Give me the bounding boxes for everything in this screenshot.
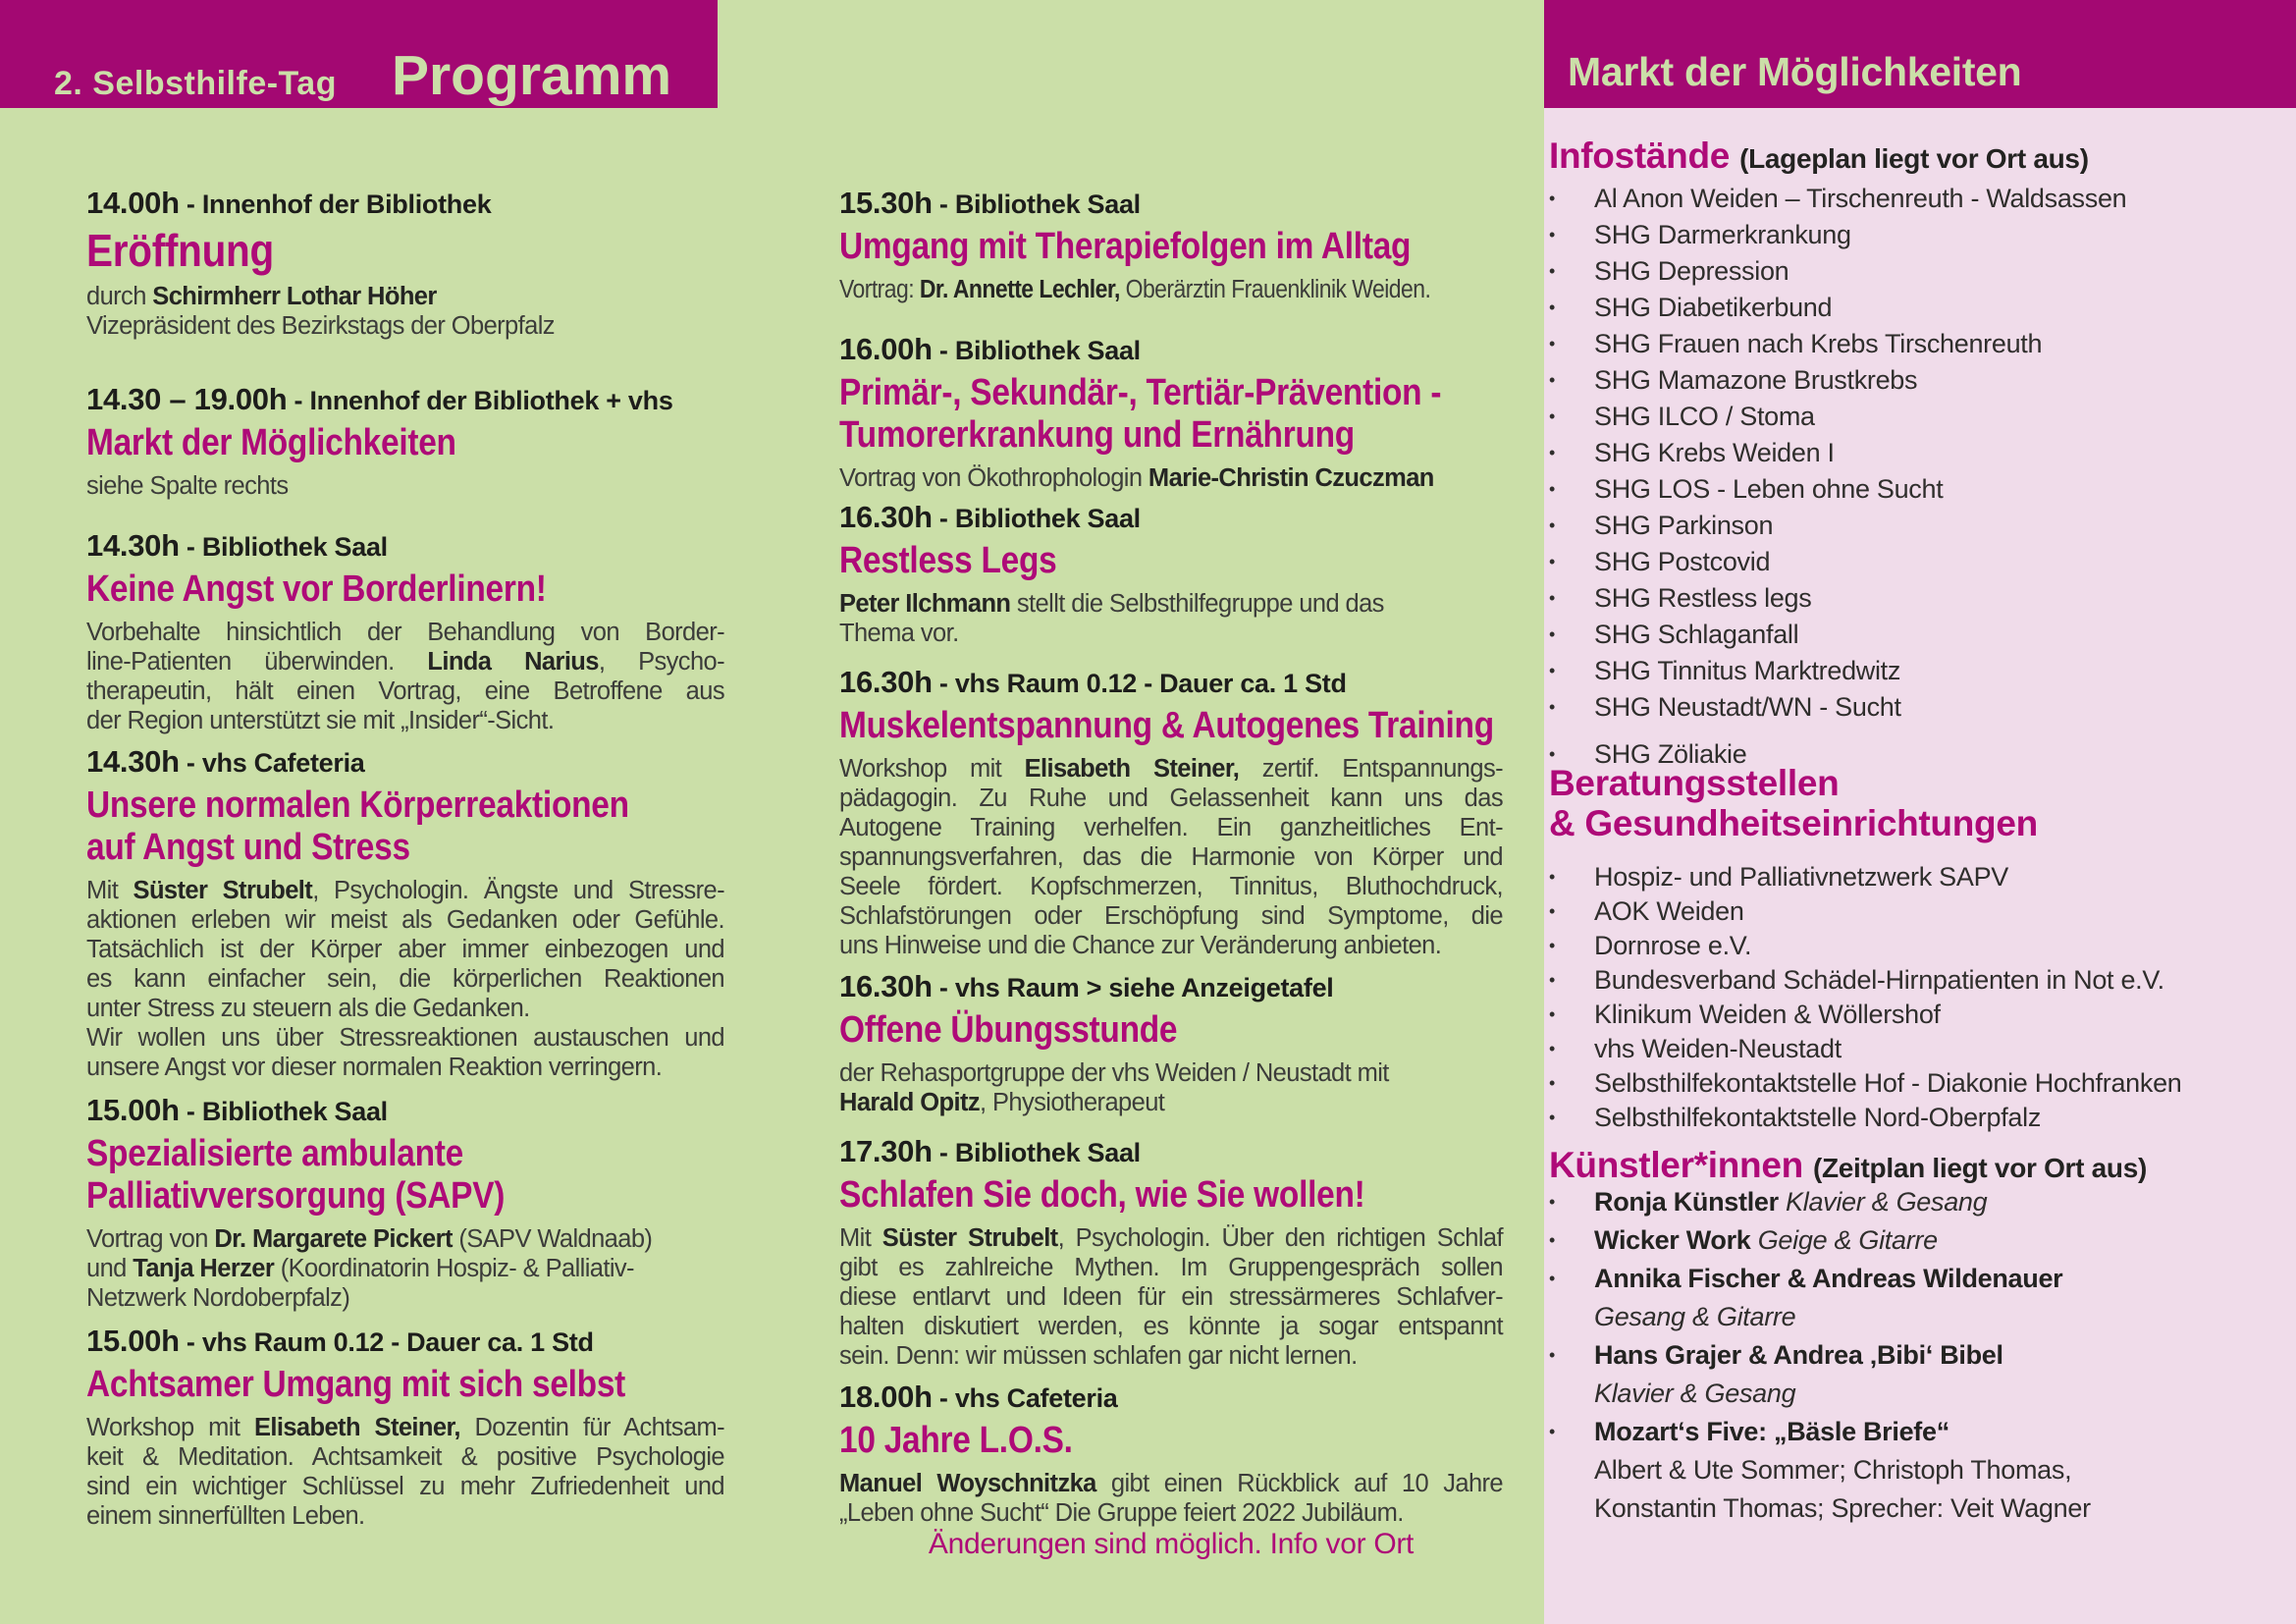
session-time: 17.30h - Bibliothek Saal — [839, 1134, 1141, 1168]
session-text-line: halten diskutiert werden, es könnte ja sogar entspannt — [839, 1313, 1503, 1340]
session-text-line: gibt es zahlreiche Mythen. Im Gruppengespräch sollen — [839, 1254, 1503, 1281]
bullet-icon: • — [1549, 479, 1556, 499]
session-title: Achtsamer Umgang mit sich selbst — [86, 1364, 626, 1405]
session — [86, 183, 724, 341]
session-title: Keine Angst vor Borderlinern! — [86, 568, 547, 610]
session-text-line: Seele fördert. Kopfschmerzen, Tinnitus, Bluthochdruck, — [839, 873, 1503, 900]
kuenstler-list — [1549, 1183, 2290, 1528]
section-heading-beratungsstellen — [1549, 763, 2285, 843]
list-item — [1549, 326, 2290, 362]
session-time: 14.30 – 19.00h - Innenhof der Bibliothek + vhs — [86, 382, 673, 416]
list-item — [1549, 1375, 2290, 1413]
list-item — [1549, 471, 2290, 508]
bullet-icon: • — [1549, 867, 1556, 887]
bullet-icon: • — [1549, 1192, 1556, 1212]
bullet-icon — [1549, 1298, 1594, 1336]
market-banner — [1544, 0, 2296, 108]
list-item — [1549, 362, 2290, 399]
session-text-line: Manuel Woyschnitzka gibt einen Rückblick auf 10 Jahre — [839, 1470, 1504, 1497]
list-item-text: Hospiz- und Palliativnetzwerk SAPV — [1594, 862, 2008, 892]
session-time: 14.30h - vhs Cafeteria — [86, 744, 365, 779]
list-item-text: SHG ILCO / Stoma — [1594, 402, 1815, 431]
session — [839, 183, 1503, 304]
list-item — [1549, 290, 2290, 326]
session-text-line: durch Schirmherr Lothar Höher — [86, 283, 437, 310]
list-item-text: Wicker Work Geige & Gitarre — [1594, 1225, 1938, 1255]
session-text-line: Thema vor. — [839, 620, 959, 647]
session — [839, 1131, 1503, 1371]
bullet-icon: • — [1549, 1269, 1556, 1288]
bullet-icon: • — [1549, 1039, 1556, 1058]
bullet-icon: • — [1549, 225, 1556, 244]
bullet-icon: • — [1549, 515, 1556, 535]
session-text-line: unsere Angst vor dieser normalen Reaktion verringern. — [86, 1054, 663, 1081]
session-text-line: der Rehasportgruppe der vhs Weiden / Neustadt mit — [839, 1059, 1389, 1087]
list-item — [1549, 689, 2290, 726]
session-time: 16.30h - Bibliothek Saal — [839, 500, 1141, 534]
session-title: Restless Legs — [839, 540, 1057, 581]
list-item-text: Klinikum Weiden & Wöllershof — [1594, 1000, 1941, 1029]
session-time: 18.00h - vhs Cafeteria — [839, 1380, 1118, 1414]
list-item-text: Al Anon Weiden – Tirschenreuth - Waldsassen — [1594, 184, 2127, 213]
session-time: 16.30h - vhs Raum > siehe Anzeigetafel — [839, 969, 1334, 1003]
market-title: Markt der Möglichkeiten — [1568, 49, 2022, 94]
session-text-line: unter Stress zu steuern als die Gedanken. — [86, 995, 530, 1022]
list-item-text: SHG Parkinson — [1594, 511, 1774, 540]
list-item-text: Selbsthilfekontaktstelle Nord-Oberpfalz — [1594, 1103, 2042, 1132]
section-title: Künstler*innen — [1549, 1145, 1803, 1185]
list-item-text: Klavier & Gesang — [1594, 1379, 1796, 1408]
session-time: 15.30h - Bibliothek Saal — [839, 186, 1141, 220]
session-title: Markt der Möglichkeiten — [86, 422, 456, 463]
list-item-text: Bundesverband Schädel-Hirnpatienten in Not e.V. — [1594, 965, 2164, 995]
list-item — [1549, 1298, 2290, 1336]
list-item-text: SHG Frauen nach Krebs Tirschenreuth — [1594, 329, 2043, 358]
session-text-line: Peter Ilchmann stellt die Selbsthilfegruppe und das — [839, 590, 1384, 618]
list-item — [1549, 653, 2290, 689]
session-text-line: einem sinnerfüllten Leben. — [86, 1502, 365, 1530]
session-text-line: und Tanja Herzer (Koordinatorin Hospiz- & Palliativ- — [86, 1255, 634, 1282]
session — [86, 1090, 724, 1313]
list-item-text: SHG Darmerkrankung — [1594, 220, 1851, 249]
list-item — [1549, 963, 2290, 998]
list-item — [1549, 1451, 2290, 1489]
session-time: 14.00h - Innenhof der Bibliothek — [86, 186, 492, 220]
list-item — [1549, 1413, 2290, 1451]
session — [839, 329, 1503, 493]
list-item — [1549, 580, 2290, 617]
beratungsstellen-list — [1549, 860, 2290, 1135]
bullet-icon: • — [1549, 1230, 1556, 1250]
list-item-text: SHG Schlaganfall — [1594, 620, 1799, 649]
session — [839, 662, 1503, 960]
section-heading-infostaende — [1549, 135, 2285, 177]
list-item — [1549, 998, 2290, 1032]
session-text-line: Mit Süster Strubelt, Psychologin. Ängste und Stressre- — [86, 877, 724, 904]
session-text-line: siehe Spalte rechts — [86, 472, 289, 500]
bullet-icon: • — [1549, 298, 1556, 317]
infostaende-list — [1549, 181, 2290, 773]
session-text-line: es kann einfacher sein, die körperlichen Reaktionen — [86, 965, 724, 993]
session-text-line: Autogene Training verhelfen. Ein ganzheitliches Ent- — [839, 814, 1503, 841]
session-text-line: therapeutin, hält einen Vortrag, eine Betroffene aus — [86, 677, 724, 705]
session-text-line: diese entlarvt und Ideen für ein stressärmeres Schlafver- — [839, 1283, 1503, 1311]
session-text-line: keit & Meditation. Achtsamkeit & positive Psychologie — [86, 1443, 724, 1471]
bullet-icon — [1549, 1451, 1594, 1489]
session-text-line: Vorbehalte hinsichtlich der Behandlung von Border- — [86, 619, 724, 646]
session-title: Schlafen Sie doch, wie Sie wollen! — [839, 1174, 1365, 1216]
list-item — [1549, 894, 2290, 929]
list-item — [1549, 217, 2290, 253]
list-item-text: Hans Grajer & Andrea ‚Bibi‘ Bibel — [1594, 1340, 2003, 1370]
session-text-line: uns Hinweise und die Chance zur Veränderung anbieten. — [839, 932, 1442, 959]
bullet-icon: • — [1549, 1345, 1556, 1365]
list-item-text: SHG Diabetikerbund — [1594, 293, 1833, 322]
change-notice: Änderungen sind möglich. Info vor Ort — [928, 1528, 1415, 1560]
list-item — [1549, 253, 2290, 290]
list-item — [1549, 1032, 2290, 1066]
page-title: Programm — [391, 44, 672, 107]
list-item — [1549, 1066, 2290, 1101]
session — [839, 1377, 1503, 1528]
bullet-icon: • — [1549, 661, 1556, 680]
list-item-text: SHG Zöliakie — [1594, 739, 1747, 769]
bullet-icon: • — [1549, 334, 1556, 353]
list-item-text: vhs Weiden-Neustadt — [1594, 1034, 1842, 1063]
list-item-text: Ronja Künstler Klavier & Gesang — [1594, 1187, 1988, 1217]
session-text-line: Wir wollen uns über Stressreaktionen austauschen und — [86, 1024, 724, 1052]
bullet-icon — [1549, 1375, 1594, 1413]
bullet-icon: • — [1549, 697, 1556, 717]
list-item — [1549, 617, 2290, 653]
session-title: Umgang mit Therapiefolgen im Alltag — [839, 226, 1412, 267]
list-item — [1549, 181, 2290, 217]
list-item — [1549, 1336, 2290, 1375]
list-item — [1549, 1101, 2290, 1135]
list-item — [1549, 399, 2290, 435]
session-time: 16.00h - Bibliothek Saal — [839, 332, 1141, 366]
session-title: Eröffnung — [86, 225, 274, 276]
bullet-icon: • — [1549, 1422, 1556, 1441]
session — [839, 966, 1503, 1117]
list-item-text: SHG Restless legs — [1594, 583, 1812, 613]
program-column-middle — [839, 0, 1503, 1624]
session-text-line: spannungsverfahren, das die Harmonie von Körper und — [839, 843, 1503, 871]
session-text-line: „Leben ohne Sucht“ Die Gruppe feiert 2022 Jubiläum. — [839, 1499, 1404, 1527]
list-item — [1549, 1260, 2290, 1298]
session-title: Offene Übungsstunde — [839, 1009, 1178, 1051]
bullet-icon: • — [1549, 936, 1556, 955]
session-text-line: line-Patienten überwinden. Linda Narius, Psycho- — [86, 648, 724, 676]
session-time: 15.00h - Bibliothek Saal — [86, 1093, 388, 1127]
bullet-icon: • — [1549, 1073, 1556, 1093]
session-title: Unsere normalen Körperreaktionen auf Angst und Stress — [86, 785, 629, 868]
session-title: Spezialisierte ambulante Palliativversorgung (SAPV) — [86, 1133, 506, 1217]
list-item — [1549, 1221, 2290, 1260]
session-text-line: aktionen erleben wir meist als Gedanken oder Gefühle. — [86, 906, 724, 934]
bullet-icon: • — [1549, 370, 1556, 390]
session-text-line: Vizepräsident des Bezirkstags der Oberpfalz — [86, 312, 555, 340]
session — [839, 497, 1503, 648]
list-item — [1549, 508, 2290, 544]
session-text-line: Harald Opitz, Physiotherapeut — [839, 1089, 1165, 1116]
list-item — [1549, 929, 2290, 963]
list-item-text: SHG Neustadt/WN - Sucht — [1594, 692, 1901, 722]
section-note: (Zeitplan liegt vor Ort aus) — [1812, 1153, 2148, 1183]
list-item-text: Mozart‘s Five: „Bäsle Briefe“ — [1594, 1417, 1949, 1446]
list-item-text: Selbsthilfekontaktstelle Hof - Diakonie Hochfranken — [1594, 1068, 2182, 1098]
list-item-text: Konstantin Thomas; Sprecher: Veit Wagner — [1594, 1493, 2091, 1523]
section-title-line: & Gesundheitseinrichtungen — [1549, 803, 2038, 843]
session-text-line: pädagogin. Zu Ruhe und Gelassenheit kann uns das — [839, 785, 1503, 812]
session-title: Muskelentspannung & Autogenes Training — [839, 705, 1494, 746]
list-item-text: AOK Weiden — [1594, 896, 1744, 926]
bullet-icon: • — [1549, 588, 1556, 608]
session-text-line: Vortrag von Dr. Margarete Pickert (SAPV Waldnaab) — [86, 1225, 653, 1253]
session-text-line: der Region unterstützt sie mit „Insider“-Sicht. — [86, 707, 555, 734]
list-item — [1549, 1489, 2290, 1528]
list-item — [1549, 860, 2290, 894]
bullet-icon: • — [1549, 443, 1556, 462]
section-title-line: Beratungsstellen — [1549, 763, 1840, 803]
list-item-text: SHG Tinnitus Marktredwitz — [1594, 656, 1901, 685]
session-text-line: Workshop mit Elisabeth Steiner, zertif. Entspannungs- — [839, 755, 1503, 783]
list-item-text: Dornrose e.V. — [1594, 931, 1752, 960]
bullet-icon — [1549, 1489, 1594, 1528]
session-text-line: sein. Denn: wir müssen schlafen gar nicht lernen. — [839, 1342, 1358, 1370]
session — [86, 379, 724, 501]
bullet-icon: • — [1549, 624, 1556, 644]
list-item — [1549, 544, 2290, 580]
bullet-icon: • — [1549, 261, 1556, 281]
session-text-line: Schlafstörungen oder Erschöpfung sind Symptome, die — [839, 902, 1503, 930]
session-text-line: Workshop mit Elisabeth Steiner, Dozentin für Achtsam- — [86, 1414, 724, 1441]
list-item-text: SHG Depression — [1594, 256, 1789, 286]
bullet-icon: • — [1549, 189, 1556, 208]
session-text-line: Mit Süster Strubelt, Psychologin. Über den richtigen Schlaf — [839, 1224, 1503, 1252]
section-title: Infostände — [1549, 135, 1731, 176]
list-item-text: SHG Postcovid — [1594, 547, 1771, 576]
session — [86, 525, 724, 735]
program-column-left — [86, 0, 724, 1624]
list-item-text: Albert & Ute Sommer; Christoph Thomas, — [1594, 1455, 2072, 1485]
list-item-text: Annika Fischer & Andreas Wildenauer — [1594, 1264, 2063, 1293]
bullet-icon: • — [1549, 1108, 1556, 1127]
session-time: 14.30h - Bibliothek Saal — [86, 528, 388, 563]
session-title: Primär-, Sekundär-, Tertiär-Prävention - Tumorerkrankung und Ernährung — [839, 372, 1442, 456]
bullet-icon: • — [1549, 1004, 1556, 1024]
event-name: 2. Selbsthilfe-Tag — [54, 65, 337, 102]
bullet-icon: • — [1549, 970, 1556, 990]
session-text-line: sind ein wichtiger Schlüssel zu mehr Zufriedenheit und — [86, 1473, 724, 1500]
session-text-line: Tatsächlich ist der Körper aber immer einbezogen und — [86, 936, 724, 963]
section-heading-kuenstler — [1549, 1145, 2285, 1186]
list-item-text: SHG Krebs Weiden I — [1594, 438, 1835, 467]
session — [86, 741, 724, 1082]
session-text-line: Vortrag von Ökothrophologin Marie-Christin Czuczman — [839, 464, 1434, 492]
list-item-text: Gesang & Gitarre — [1594, 1302, 1796, 1331]
bullet-icon: • — [1549, 406, 1556, 426]
list-item — [1549, 1183, 2290, 1221]
session — [86, 1321, 724, 1531]
session-text-line: Netzwerk Nordoberpfalz) — [86, 1284, 350, 1312]
bullet-icon: • — [1549, 552, 1556, 571]
session-time: 15.00h - vhs Raum 0.12 - Dauer ca. 1 Std — [86, 1324, 594, 1358]
session-text-line: Vortrag: Dr. Annette Lechler, Oberärztin Frauenklinik Weiden. — [839, 276, 1431, 303]
bullet-icon: • — [1549, 744, 1556, 764]
session-title: 10 Jahre L.O.S. — [839, 1420, 1073, 1461]
list-item-text: SHG Mamazone Brustkrebs — [1594, 365, 1918, 395]
list-item — [1549, 435, 2290, 471]
section-note: (Lageplan liegt vor Ort aus) — [1739, 143, 2089, 174]
bullet-icon: • — [1549, 901, 1556, 921]
list-item-text: SHG LOS - Leben ohne Sucht — [1594, 474, 1944, 504]
session-time: 16.30h - vhs Raum 0.12 - Dauer ca. 1 Std — [839, 665, 1347, 699]
